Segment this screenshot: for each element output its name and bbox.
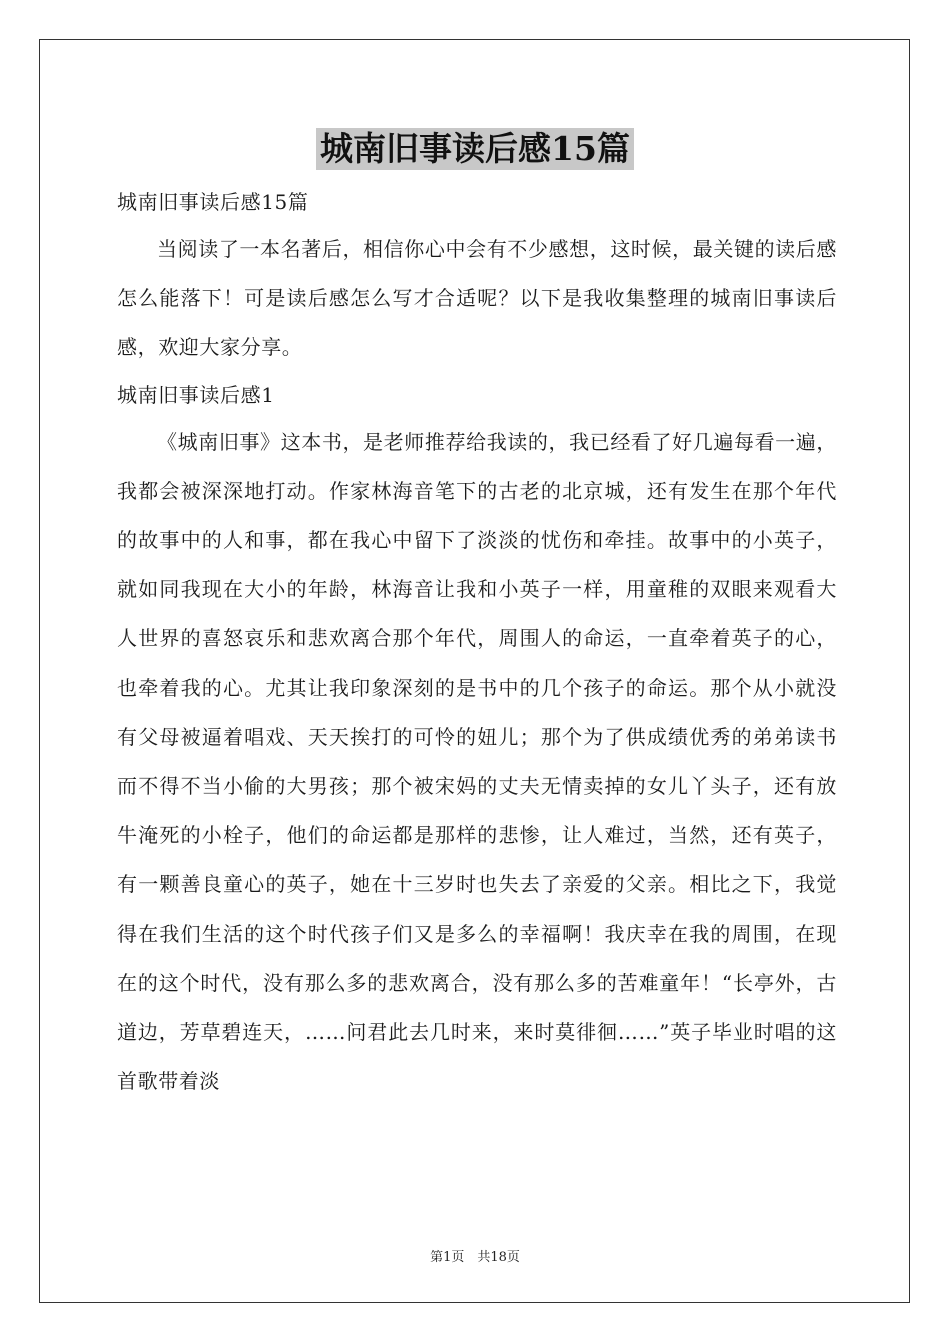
- section-heading: 城南旧事读后感1: [117, 382, 275, 407]
- body-paragraph: 《城南旧事》这本书，是老师推荐给我读的，我已经看了好几遍每看一遍，我都会被深深地打动。作家林海音笔下的古老的北京城，还有发生在那个年代的故事中的人和事，都在我心中留下了淡淡的忧伤和牵挂。故事中的小英子，就如同我现在大小的年龄，林海音让我和小英子一样，用童稚的双眼来观看大人世界的喜怒哀乐和悲欢离合那个年代，周围人的命运，一直牵着英子的心，也牵着我的心。尤其让我印象深刻的是书中的几个孩子的命运。那个从小就没有父母被逼着唱戏、天天挨打的可怜的妞儿；那个为了供成绩优秀的弟弟读书而不得不当小偷的大男孩；那个被宋妈的丈夫无情卖掉的女儿丫头子，还有放牛淹死的小栓子，他们的命运都是那样的悲惨，让人难过，当然，还有英子，有一颗善良童心的英子，她在十三岁时也失去了亲爱的父亲。相比之下，我觉得在我们生活的这个时代孩子们又是多么的幸福啊！我庆幸在我的周围，在现在的这个时代，没有那么多的悲欢离合，没有那么多的苦难童年！“长亭外，古道边，芳草碧连天，……问君此去几时来，来时莫徘徊……”英子毕业时唱的这首歌带着淡: [117, 429, 837, 1094]
- subtitle: 城南旧事读后感15篇: [117, 190, 309, 214]
- document-title: 城南旧事读后感15篇: [316, 128, 634, 170]
- page-footer: 第1页 共18页: [430, 1250, 520, 1265]
- intro-paragraph: 当阅读了一本名著后，相信你心中会有不少感想，这时候，最关键的读后感怎么能落下！可是读后感怎么写才合适呢？以下是我收集整理的城南旧事读后感，欢迎大家分享。: [117, 237, 837, 360]
- document-body: [117, 180, 837, 1106]
- title-wrap: [0, 128, 950, 170]
